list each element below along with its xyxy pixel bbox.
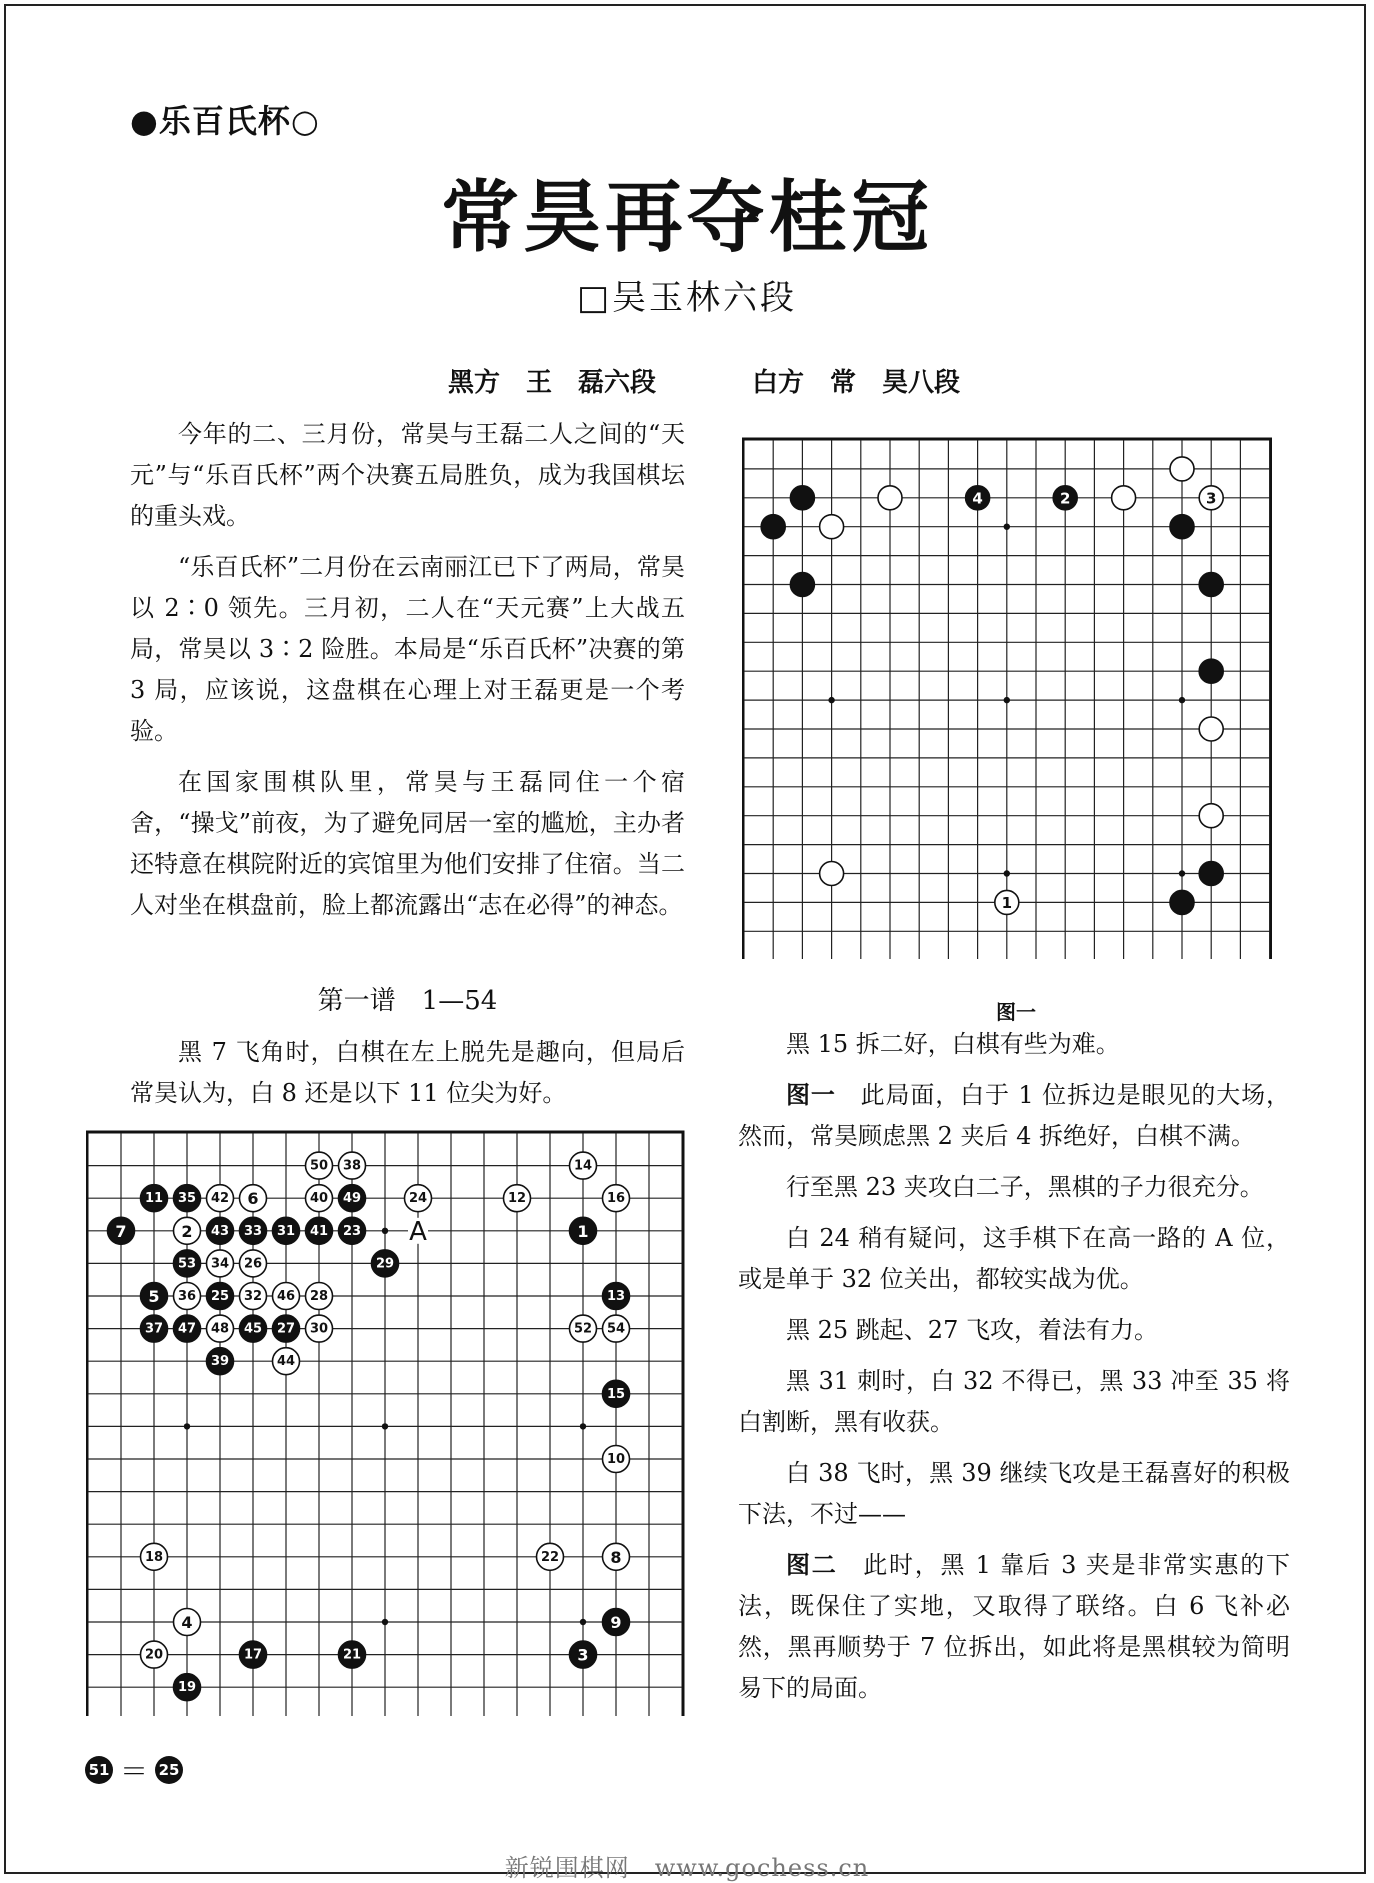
- stone-number: 28: [309, 1289, 329, 1304]
- stone-number: 11: [144, 1191, 164, 1207]
- star-point: [184, 1423, 190, 1429]
- stone-number: 2: [1059, 489, 1071, 508]
- stone-number: 1: [1001, 893, 1013, 912]
- black-stone: [1199, 573, 1223, 597]
- stone-number: 14: [573, 1158, 593, 1174]
- record-title: 第一谱 1—54: [317, 986, 498, 1016]
- star-point: [1179, 870, 1185, 876]
- white-player: 白方 常 昊八段: [752, 368, 961, 398]
- star-point: [1004, 697, 1010, 703]
- stone-number: 21: [342, 1647, 362, 1663]
- stone-number: 47: [177, 1321, 197, 1337]
- black-stone: [1170, 515, 1194, 539]
- note-stone-black: [84, 1755, 114, 1785]
- commentary-paragraph: 图二 此时，黑 1 靠后 3 夹是非常实惠的下法，既保住了实地，又取得了联络。白 6 飞补必然，黑再顺势于 7 位拆出，如此将是黑棋较为简明易下的局面。: [738, 1551, 1290, 1702]
- stone-number: 10: [606, 1452, 626, 1467]
- white-stone: [1170, 457, 1194, 481]
- black-stone: [790, 573, 814, 597]
- stone-number: 49: [342, 1191, 362, 1207]
- note-stone-black: [154, 1755, 184, 1785]
- stone-number: 48: [210, 1321, 230, 1337]
- stone-number: 4: [972, 489, 983, 508]
- stone-number: 12: [507, 1191, 527, 1207]
- footer-watermark: 新锐围棋网 www.gochess.cn: [504, 1854, 870, 1882]
- stone-number: 22: [540, 1549, 560, 1565]
- stone-number: 16: [606, 1191, 626, 1207]
- white-stone: [1199, 717, 1223, 741]
- figure1-caption: 图一: [996, 1000, 1036, 1024]
- stone-number: 36: [177, 1289, 197, 1304]
- stone-number: 2: [181, 1221, 193, 1241]
- stone-number: 45: [243, 1321, 263, 1337]
- white-stone: [1199, 804, 1223, 828]
- star-point: [382, 1619, 388, 1625]
- black-stone: [1170, 890, 1194, 914]
- record-paragraph: 黑 7 飞角时，白棋在左上脱先是趣向，但局后常昊认为，白 8 还是以下 11 位尖为好。: [130, 1038, 685, 1107]
- commentary-paragraph: 黑 15 拆二好，白棋有些为难。: [786, 1030, 1120, 1058]
- commentary-paragraph: 行至黑 23 夹攻白二子，黑棋的子力很充分。: [786, 1173, 1264, 1201]
- stone-number: 50: [309, 1158, 329, 1174]
- stone-number: 20: [144, 1647, 164, 1663]
- white-stone: [820, 515, 844, 539]
- stone-number: 30: [309, 1321, 329, 1337]
- svg-text:25: 25: [158, 1761, 180, 1779]
- stone-number: 40: [309, 1191, 329, 1207]
- figure1-board-grid: [743, 439, 1271, 959]
- series-label: ●乐百氏杯○: [130, 102, 320, 140]
- intro-paragraph: “乐百氏杯”二月份在云南丽江已下了两局，常昊以 2∶0 领先。三月初，二人在“天元赛”上大战五局，常昊以 3∶2 险胜。本局是“乐百氏杯”决赛的第 3 局，应该说，这盘棋在心理上对王磊更是一个考验。: [130, 553, 685, 745]
- star-point: [382, 1423, 388, 1429]
- stone-number: 13: [606, 1289, 626, 1304]
- star-point: [580, 1423, 586, 1429]
- stone-number: 26: [243, 1256, 263, 1272]
- stone-number: 32: [243, 1289, 263, 1304]
- stone-number: 42: [210, 1191, 230, 1207]
- stone-number: 15: [606, 1386, 626, 1402]
- stone-number: 44: [276, 1354, 296, 1370]
- stone-number: 54: [606, 1321, 626, 1337]
- stone-number: 39: [210, 1354, 230, 1370]
- figure1-go-board: [742, 437, 1272, 959]
- stone-number: 4: [181, 1613, 193, 1632]
- svg-text:51: 51: [88, 1761, 110, 1779]
- black-stone: [790, 486, 814, 510]
- point-label-a: A: [409, 1216, 427, 1247]
- intro-paragraph: 今年的二、三月份，常昊与王磊二人之间的“天元”与“乐百氏杯”两个决赛五局胜负，成为我国棋坛的重头戏。: [130, 420, 685, 530]
- stone-number: 3: [577, 1645, 589, 1665]
- commentary-paragraph: 白 38 飞时，黑 39 继续飞攻是王磊喜好的积极下法，不过——: [738, 1459, 1290, 1528]
- stone-number: 9: [610, 1613, 622, 1632]
- white-stone: [878, 486, 902, 510]
- stone-number: 38: [342, 1158, 362, 1174]
- star-point: [1004, 870, 1010, 876]
- commentary-paragraph: 白 24 稍有疑问，这手棋下在高一路的 A 位，或是单于 32 位关出，都较实战为优。: [738, 1224, 1290, 1293]
- stone-number: 27: [276, 1321, 296, 1337]
- commentary-paragraph: 黑 25 跳起、27 飞攻，着法有力。: [786, 1316, 1158, 1344]
- stone-number: 24: [408, 1191, 428, 1207]
- page-title: 常昊再夺桂冠: [440, 173, 933, 263]
- stone-number: 7: [115, 1221, 127, 1241]
- stone-number: 25: [210, 1289, 230, 1304]
- commentary-text: [738, 1024, 1290, 1719]
- star-point: [1004, 524, 1010, 530]
- black-stone: [761, 515, 785, 539]
- stone-number: 41: [309, 1223, 329, 1239]
- stone-number: 5: [148, 1287, 160, 1306]
- black-stone: [1199, 659, 1223, 683]
- ko-note: [84, 1750, 184, 1790]
- main-go-board: [86, 1130, 690, 1716]
- stone-number: 43: [210, 1223, 230, 1239]
- star-point: [382, 1228, 388, 1234]
- star-point: [1179, 697, 1185, 703]
- black-player: 黑方 王 磊六段: [448, 368, 657, 398]
- stone-number: 46: [276, 1289, 296, 1304]
- stone-number: 23: [342, 1223, 362, 1239]
- main-board-grid: [87, 1132, 683, 1716]
- stone-number: 31: [276, 1223, 296, 1239]
- stone-number: 35: [177, 1191, 197, 1207]
- stone-number: 19: [177, 1680, 197, 1696]
- white-stone: [1112, 486, 1136, 510]
- stone-number: 53: [177, 1256, 197, 1272]
- stone-number: 52: [573, 1321, 593, 1337]
- intro-text: [130, 414, 685, 936]
- stone-number: 3: [1205, 489, 1217, 508]
- stone-number: 17: [243, 1647, 263, 1663]
- record-text: [130, 1032, 685, 1124]
- author-byline: □吴玉林六段: [576, 278, 798, 318]
- stone-number: 33: [243, 1223, 263, 1239]
- intro-paragraph: 在国家围棋队里，常昊与王磊同住一个宿舍，“操戈”前夜，为了避免同居一室的尴尬，主办者还特意在棋院附近的宾馆里为他们安排了住宿。当二人对坐在棋盘前，脸上都流露出“志在必得”的神态。: [130, 768, 685, 919]
- star-point: [828, 697, 834, 703]
- stone-number: 18: [144, 1549, 164, 1565]
- white-stone: [820, 862, 844, 886]
- stone-number: 8: [610, 1547, 622, 1567]
- stone-number: 29: [375, 1256, 395, 1272]
- stone-number: 37: [144, 1321, 164, 1337]
- note-equals: ＝: [120, 1755, 149, 1788]
- black-stone: [1199, 862, 1223, 886]
- stone-number: 1: [577, 1221, 589, 1241]
- star-point: [580, 1619, 586, 1625]
- commentary-paragraph: 黑 31 刺时，白 32 不得已，黑 33 冲至 35 将白割断，黑有收获。: [738, 1367, 1290, 1436]
- stone-number: 6: [247, 1189, 259, 1209]
- commentary-paragraph: 图一 此局面，白于 1 位拆边是眼见的大场，然而，常昊顾虑黑 2 夹后 4 拆绝好，白棋不满。: [738, 1081, 1290, 1150]
- stone-number: 34: [210, 1256, 230, 1272]
